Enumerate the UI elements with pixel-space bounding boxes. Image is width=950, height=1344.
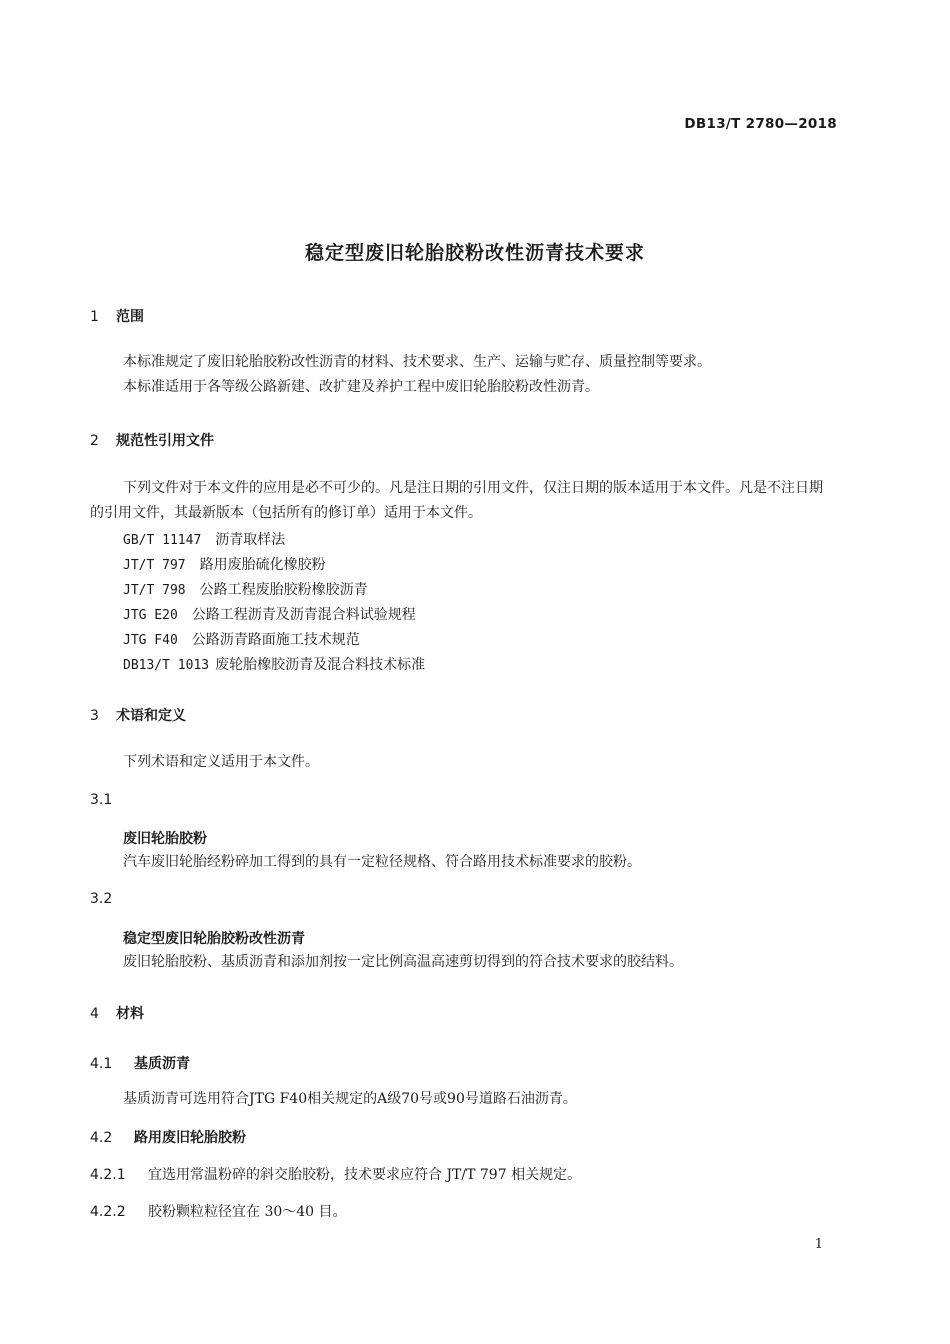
term-definition: 汽车废旧轮胎经粉碎加工得到的具有一定粒径规格、符合路用技术标准要求的胶粉。 [123, 854, 641, 870]
scope-paragraph-1: 本标准规定了废旧轮胎胶粉改性沥青的材料、技术要求、生产、运输与贮存、质量控制等要求。 [123, 354, 711, 370]
reference-code: GB/T 11147 [123, 533, 202, 548]
term-definition: 废旧轮胎胶粉、基质沥青和添加剂按一定比例高温高速剪切得到的符合技术要求的胶结料。 [123, 954, 683, 970]
reference-code: JT/T 797 [123, 558, 186, 573]
reference-name: 路用废胎硫化橡胶粉 [199, 557, 326, 573]
clause-4-2-2 [90, 1201, 347, 1221]
base-asphalt-paragraph: 基质沥青可选用符合JTG F40相关规定的A级70号或90号道路石油沥青。 [123, 1091, 577, 1107]
section-title: 材料 [116, 1006, 144, 1022]
reference-item [123, 529, 285, 549]
section-title: 术语和定义 [116, 708, 186, 724]
reference-item [123, 629, 360, 649]
reference-item [123, 654, 425, 674]
section-title: 范围 [116, 309, 144, 325]
standard-code: DB13/T 2780—2018 [684, 116, 837, 132]
reference-item [123, 604, 416, 624]
term-title: 废旧轮胎胶粉 [123, 831, 207, 847]
section-number: 3 [90, 708, 99, 724]
subsection-number: 4.2 [90, 1130, 113, 1146]
clause-number: 4.2.1 [90, 1167, 126, 1183]
section-number: 4 [90, 1006, 99, 1022]
subsection-title: 路用废旧轮胎胶粉 [134, 1130, 246, 1146]
reference-code: JTG E20 [123, 608, 178, 623]
section-2-heading [90, 430, 214, 450]
reference-name: 公路工程废胎胶粉橡胶沥青 [199, 582, 368, 598]
reference-name: 沥青取样法 [215, 532, 286, 548]
subsection-4-2-heading [90, 1127, 246, 1147]
subsection-number: 4.1 [90, 1056, 113, 1072]
document-title: 稳定型废旧轮胎胶粉改性沥青技术要求 [304, 242, 645, 264]
reference-item [123, 579, 368, 599]
clause-text: 胶粉颗粒粒径宜在 30～40 目。 [148, 1204, 347, 1220]
section-4-heading [90, 1003, 144, 1023]
clause-number: 4.2.2 [90, 1204, 126, 1220]
reference-name: 公路沥青路面施工技术规范 [191, 632, 360, 648]
section-title: 规范性引用文件 [116, 433, 214, 449]
clause-4-2-1 [90, 1164, 581, 1184]
reference-item [123, 554, 326, 574]
section-number: 2 [90, 433, 99, 449]
section-3-heading [90, 705, 186, 725]
reference-code: DB13/T 1013 [123, 658, 210, 673]
reference-name: 废轮胎橡胶沥青及混合料技术标准 [215, 657, 426, 673]
subsection-title: 基质沥青 [134, 1056, 190, 1072]
clause-text: 宜选用常温粉碎的斜交胎胶粉，技术要求应符合 JT/T 797 相关规定。 [148, 1167, 582, 1183]
subsection-4-1-heading [90, 1053, 190, 1073]
term-number: 3.1 [90, 792, 113, 808]
section-1-heading [90, 306, 144, 326]
terms-intro-paragraph: 下列术语和定义适用于本文件。 [123, 754, 319, 770]
section-number: 1 [90, 309, 99, 325]
term-title: 稳定型废旧轮胎胶粉改性沥青 [123, 931, 305, 947]
reference-code: JTG F40 [123, 633, 178, 648]
scope-paragraph-2: 本标准适用于各等级公路新建、改扩建及养护工程中废旧轮胎胶粉改性沥青。 [123, 379, 599, 395]
term-number: 3.2 [90, 891, 113, 907]
page-number: 1 [814, 1237, 823, 1252]
normative-references-paragraph: 下列文件对于本文件的应用是必不可少的。凡是注日期的引用文件，仅注日期的版本适用于本文件。凡是不注日期的引用文件，其最新版本（包括所有的修订单）适用于本文件。 [90, 480, 823, 521]
reference-code: JT/T 798 [123, 583, 186, 598]
reference-name: 公路工程沥青及沥青混合料试验规程 [191, 607, 416, 623]
